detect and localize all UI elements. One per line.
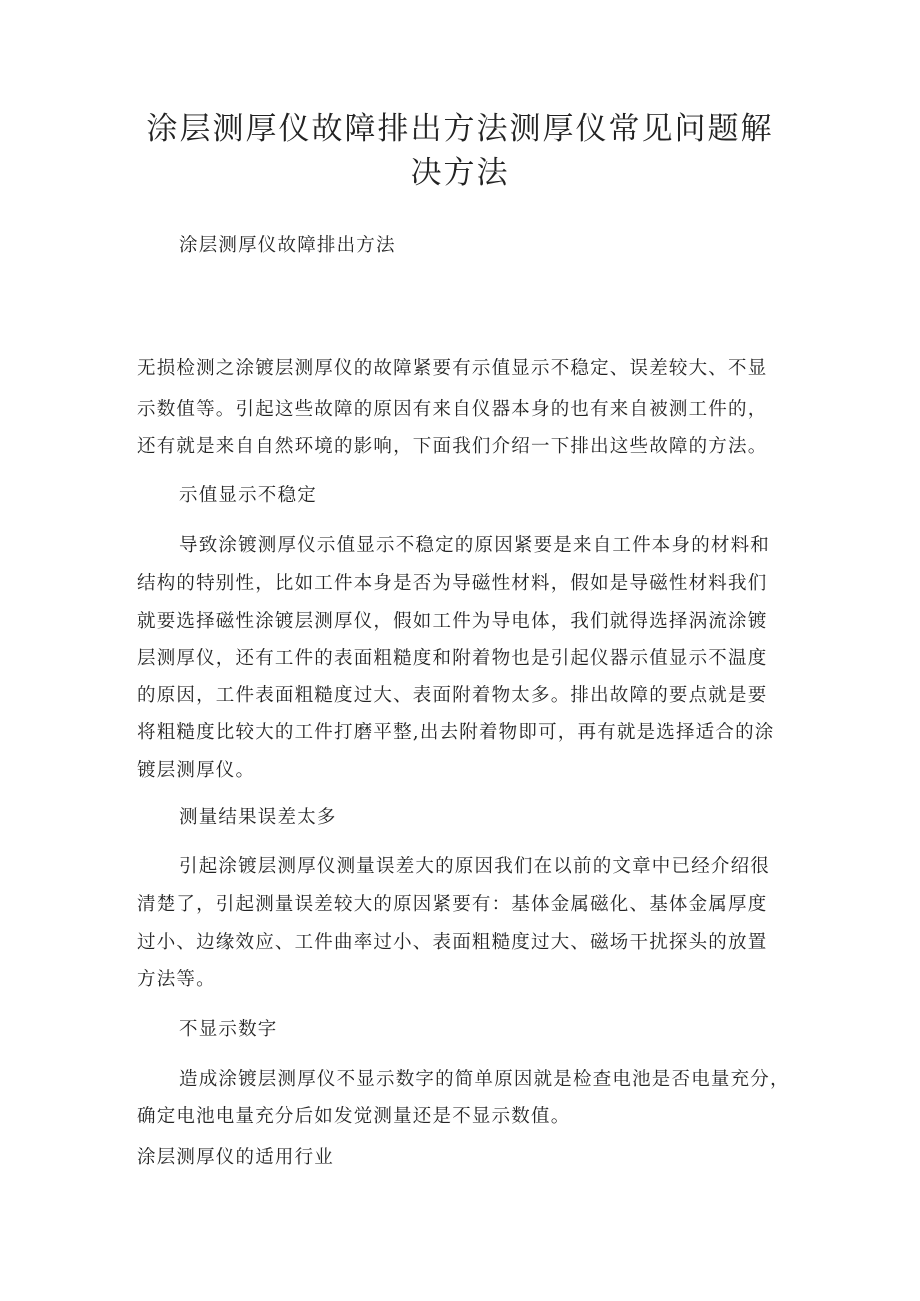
subtitle: 涂层测厚仪故障排出方法 <box>179 235 396 256</box>
document-title-line-2: 决方法 <box>410 155 510 191</box>
paragraph-line: 方法等。 <box>137 969 216 990</box>
intro-line: 还有就是来自自然环境的影响，下面我们介绍一下排出这些故障的方法。 <box>137 436 768 457</box>
paragraph-line: 就要选择磁性涂镀层测厚仪，假如工件为导电体，我们就得选择涡流涂镀 <box>137 611 768 632</box>
section-heading-unstable-display: 示值显示不稳定 <box>179 485 317 506</box>
paragraph-line: 的原因，工件表面粗糙度过大、表面附着物太多。排出故障的要点就是要 <box>137 685 768 706</box>
intro-line: 示数值等。引起这些故障的原因有来自仪器本身的也有来自被测工件的， <box>137 399 768 420</box>
paragraph-line: 造成涂镀层测厚仪不显示数字的简单原因就是检查电池是否电量充分， <box>179 1069 790 1090</box>
paragraph-line: 引起涂镀层测厚仪测量误差大的原因我们在以前的文章中已经介绍很 <box>179 856 771 877</box>
paragraph-line: 确定电池电量充分后如发觉测量还是不显示数值。 <box>137 1106 571 1127</box>
paragraph-line: 层测厚仪，还有工件的表面粗糙度和附着物也是引起仪器示值显示不温度 <box>137 648 768 669</box>
document-title-line-1: 涂层测厚仪故障排出方法测厚仪常见问题解 <box>146 111 774 147</box>
paragraph-line: 导致涂镀测厚仪示值显示不稳定的原因紧要是来自工件本身的材料和 <box>179 535 771 556</box>
paragraph-line: 镀层测厚仪。 <box>137 760 256 781</box>
section-heading-no-display: 不显示数字 <box>179 1019 278 1040</box>
paragraph-line: 结构的特别性，比如工件本身是否为导磁性材料，假如是导磁性材料我们 <box>137 573 768 594</box>
paragraph-line: 清楚了，引起测量误差较大的原因紧要有：基体金属磁化、基体金属厚度 <box>137 894 768 915</box>
section-heading-measurement-error: 测量结果误差太多 <box>179 807 337 828</box>
paragraph-line: 过小、边缘效应、工件曲率过小、表面粗糙度过大、磁场干扰探头的放置 <box>137 932 768 953</box>
section-heading-applicable-industries: 涂层测厚仪的适用行业 <box>137 1147 335 1168</box>
paragraph-line: 将粗糙度比较大的工件打磨平整,出去附着物即可，再有就是选择适合的涂 <box>137 722 775 743</box>
intro-line: 无损检测之涂镀层测厚仪的故障紧要有示值显示不稳定、误差较大、不显 <box>137 358 768 379</box>
